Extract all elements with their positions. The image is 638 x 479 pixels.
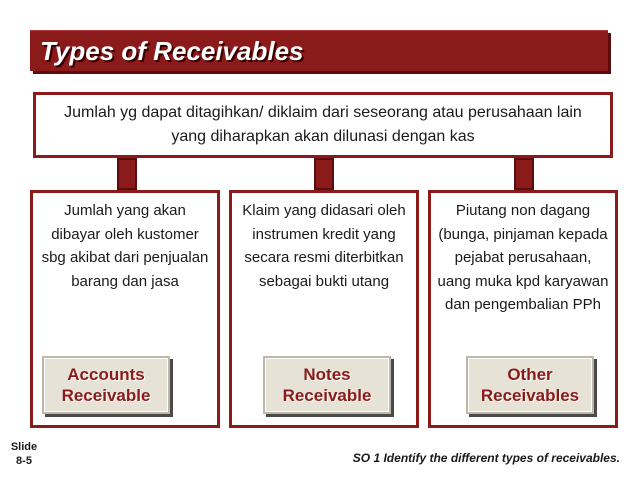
other-receivables-button[interactable] (466, 356, 594, 414)
connector-accounts (117, 158, 137, 190)
slide-number: Slide 8-5 (10, 441, 38, 467)
definition-box (33, 92, 613, 158)
accounts-receivable-label: Accounts Receivable (61, 365, 151, 405)
accounts-receivable-button[interactable] (42, 356, 170, 414)
notes-receivable-button[interactable] (263, 356, 391, 414)
slide-title: Types of Receivables (40, 36, 304, 66)
notes-receivable-description: Klaim yang didasari oleh instrumen kredit yang secara resmi diterbitkan sebagai bukti utang (242, 202, 406, 290)
study-objective-note: SO 1 Identify the different types of receivables. (352, 451, 620, 465)
accounts-receivable-description: Jumlah yang akan dibayar oleh kustomer sbg akibat dari penjualan barang dan jasa (41, 202, 209, 290)
connector-notes (314, 158, 334, 190)
connector-other (514, 158, 534, 190)
other-receivables-description: Piutang non dagang (bunga, pinjaman kepada pejabat perusahaan, uang muka kpd karyawan dan pengembalian PPh (437, 202, 609, 313)
notes-receivable-label: Notes Receivable (282, 365, 372, 405)
definition-text: Jumlah yg dapat ditagihkan/ diklaim dari seseorang atau perusahaan lain yang diharapkan akan dilunasi dengan kas (64, 104, 582, 145)
other-receivables-label: Other Receivables (480, 365, 580, 405)
